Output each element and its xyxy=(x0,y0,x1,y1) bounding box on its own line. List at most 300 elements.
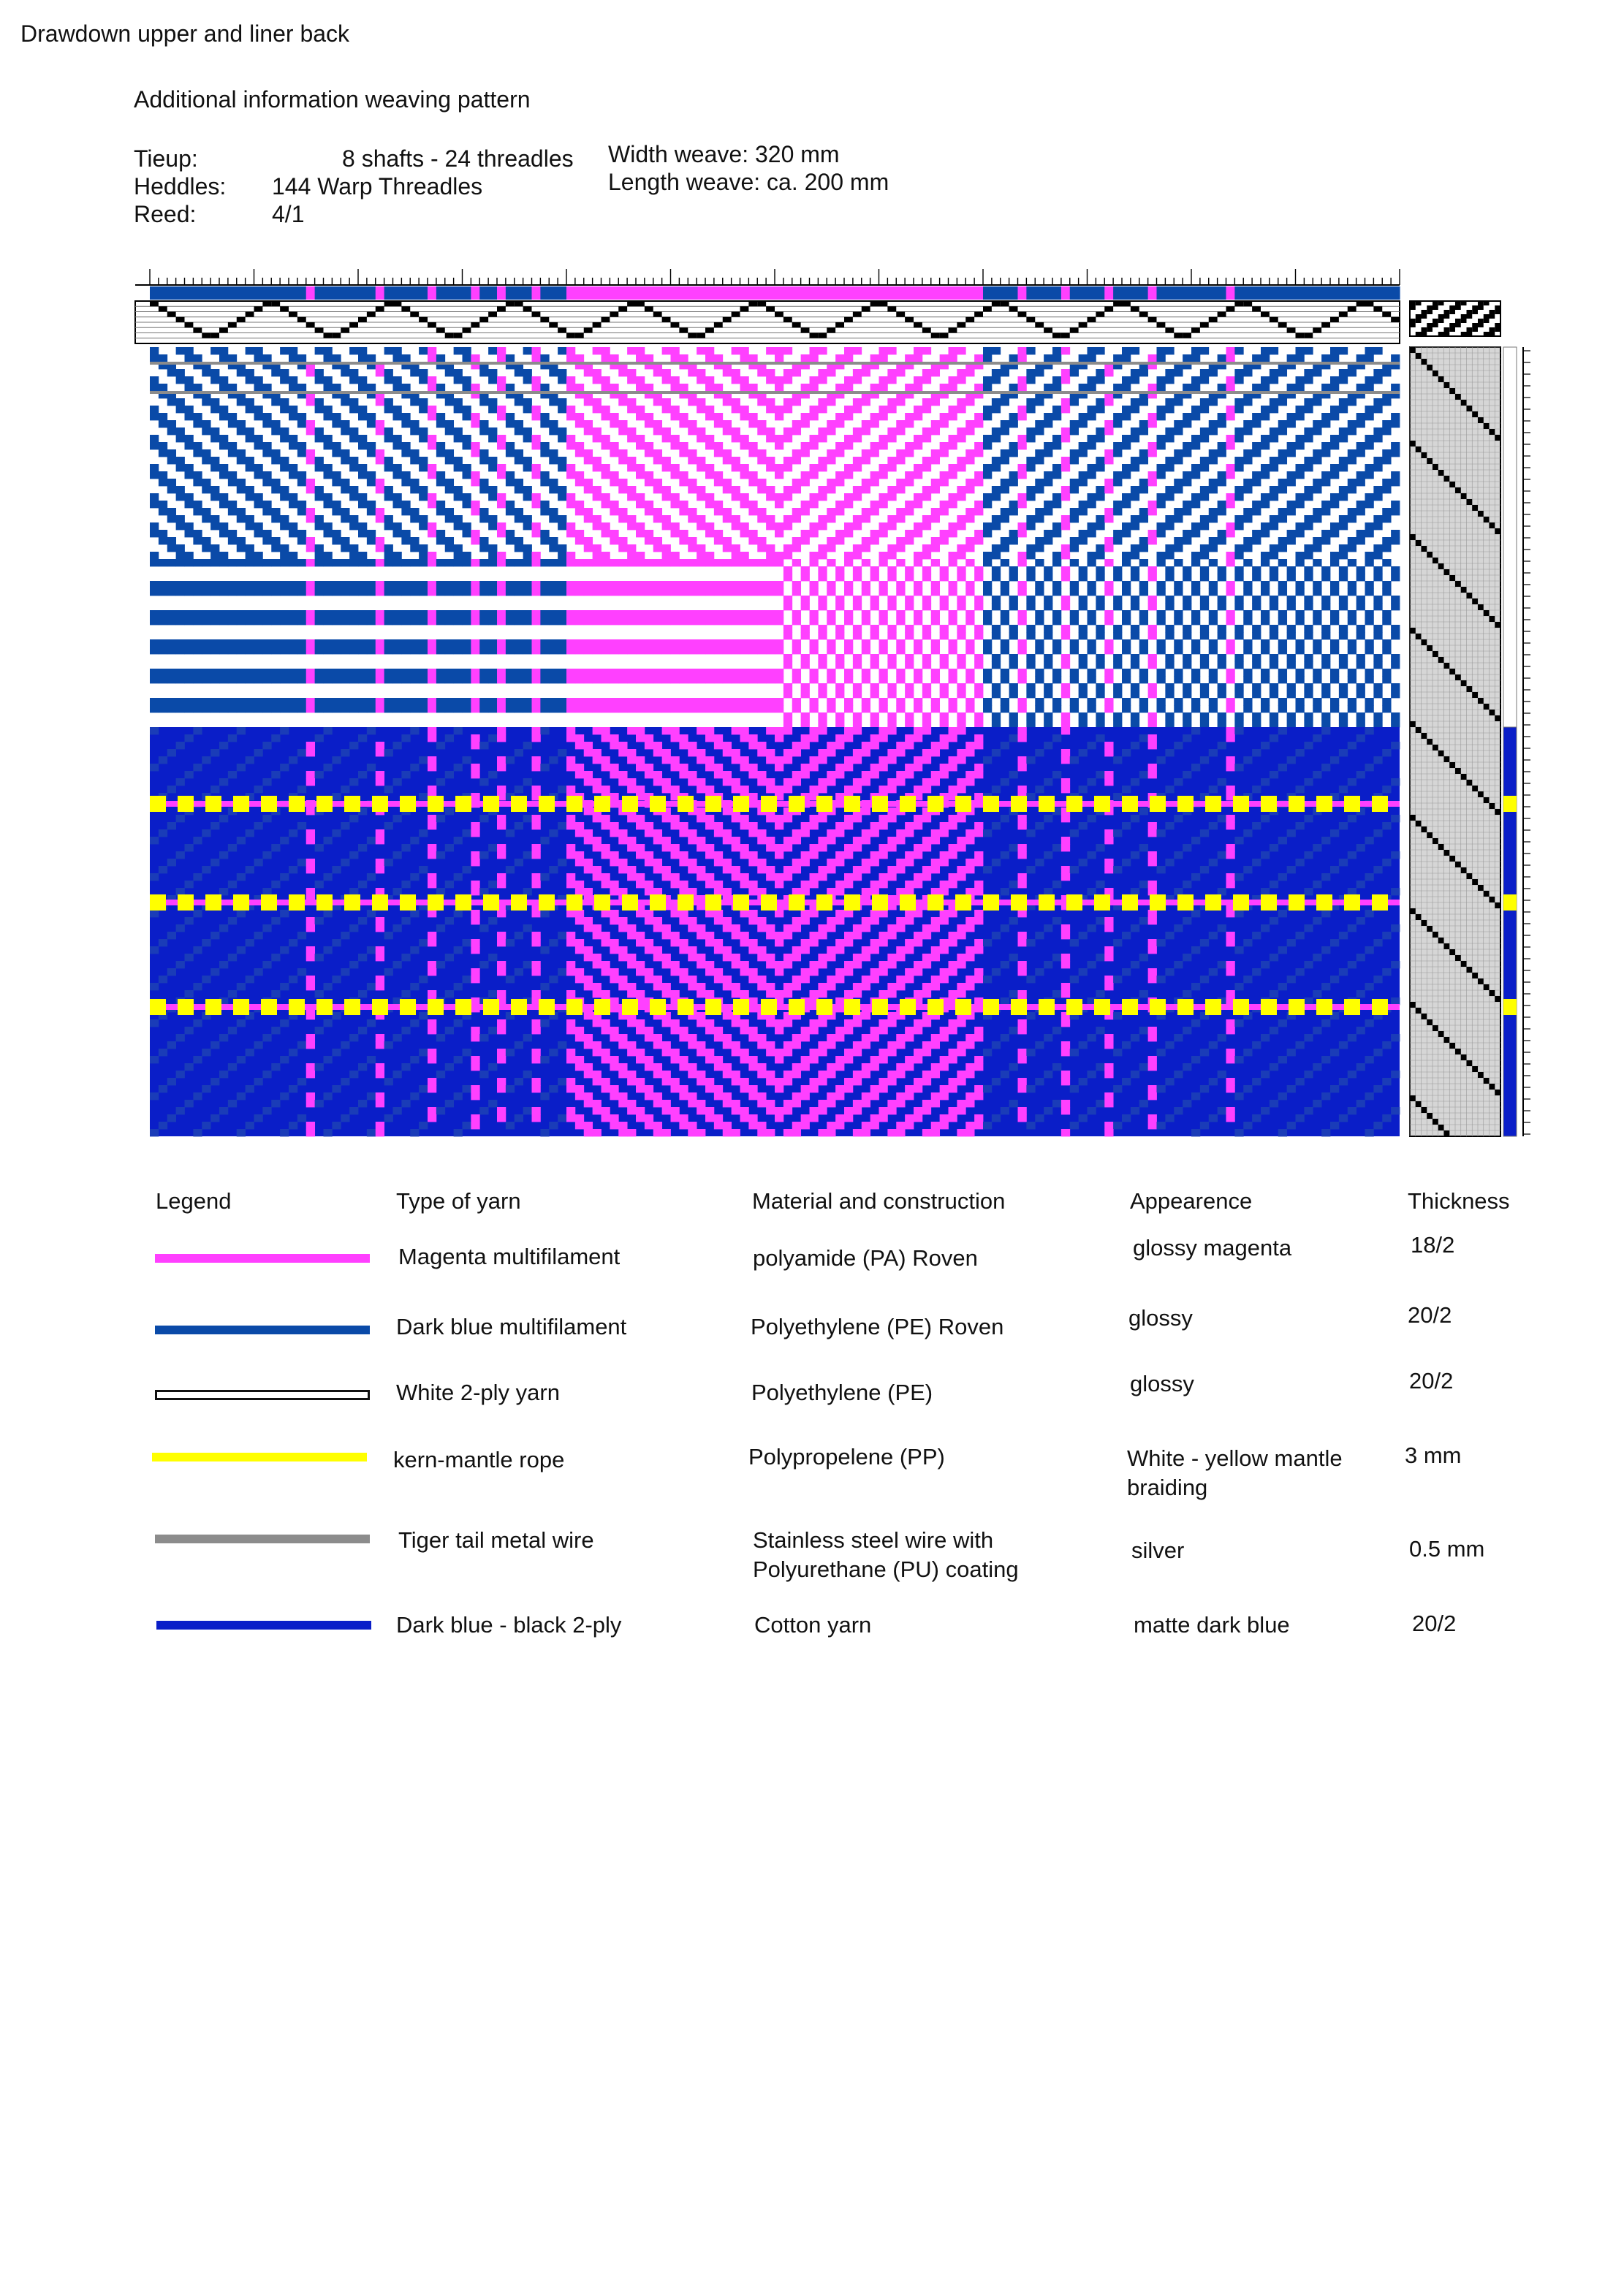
lower-cell xyxy=(558,786,566,793)
upper-cell xyxy=(193,705,202,712)
upper-cell xyxy=(1044,508,1052,515)
upper-cell xyxy=(627,559,636,566)
upper-cell xyxy=(393,581,402,588)
upper-cell xyxy=(575,617,584,625)
upper-cell xyxy=(1088,647,1096,654)
upper-cell xyxy=(454,522,463,530)
upper-cell xyxy=(870,632,879,639)
lower-cell xyxy=(974,771,983,778)
tieup-value: 8 shafts - 24 threadles xyxy=(342,145,574,172)
upper-cell xyxy=(246,610,254,617)
upper-cell xyxy=(983,493,992,501)
upper-cell xyxy=(1209,449,1218,457)
upper-cell xyxy=(827,398,835,406)
lower-cell xyxy=(428,734,436,742)
lower-cell xyxy=(376,771,384,778)
lower-cell xyxy=(593,844,602,851)
threading-mark xyxy=(957,322,965,327)
lower-cell xyxy=(662,727,671,734)
upper-cell xyxy=(159,705,167,712)
upper-cell xyxy=(523,369,532,376)
upper-cell xyxy=(922,522,931,530)
lower-cell xyxy=(602,764,610,771)
upper-cell xyxy=(1200,376,1209,384)
upper-cell xyxy=(410,508,419,515)
upper-cell xyxy=(792,398,801,406)
upper-cell xyxy=(479,398,488,406)
lower-cell xyxy=(732,844,740,851)
upper-cell xyxy=(653,457,662,464)
upper-cell xyxy=(228,698,237,705)
upper-cell xyxy=(1009,574,1018,581)
upper-cell xyxy=(662,347,671,354)
upper-cell xyxy=(167,508,176,515)
upper-cell xyxy=(1321,501,1330,508)
upper-cell xyxy=(584,479,593,486)
upper-cell xyxy=(367,639,376,647)
upper-cell xyxy=(775,705,783,712)
upper-cell xyxy=(1365,530,1374,537)
upper-cell xyxy=(688,515,697,522)
upper-cell xyxy=(1287,420,1296,427)
upper-cell xyxy=(202,537,210,544)
threading-mark xyxy=(1174,333,1183,338)
upper-cell xyxy=(1001,617,1009,625)
lower-cell xyxy=(705,786,714,793)
lower-cell xyxy=(801,771,810,778)
upper-cell xyxy=(896,639,905,647)
upper-cell xyxy=(358,493,367,501)
upper-cell xyxy=(1026,493,1035,501)
upper-cell xyxy=(445,515,454,522)
upper-cell xyxy=(931,588,940,596)
upper-cell xyxy=(862,537,870,544)
lower-cell xyxy=(671,815,680,822)
upper-cell xyxy=(645,559,653,566)
upper-cell xyxy=(1365,669,1374,676)
upper-cell xyxy=(410,486,419,493)
upper-cell xyxy=(1321,720,1330,727)
threading-mark xyxy=(306,322,315,327)
upper-cell xyxy=(1079,603,1088,610)
upper-cell xyxy=(1148,530,1157,537)
threading-mark xyxy=(870,301,879,306)
lower-cell xyxy=(792,837,801,844)
upper-cell xyxy=(436,669,445,676)
upper-cell xyxy=(1122,617,1131,625)
lower-cell xyxy=(1001,851,1009,859)
upper-cell xyxy=(671,581,680,588)
threading-mark xyxy=(1026,317,1035,322)
upper-cell xyxy=(523,464,532,471)
upper-cell xyxy=(610,559,618,566)
upper-cell xyxy=(810,610,819,617)
upper-cell xyxy=(358,581,367,588)
upper-cell xyxy=(1270,691,1278,698)
upper-cell xyxy=(1296,705,1305,712)
upper-cell xyxy=(575,501,584,508)
upper-cell xyxy=(645,479,653,486)
upper-cell xyxy=(1088,464,1096,471)
upper-cell xyxy=(827,457,835,464)
lower-cell xyxy=(1061,749,1070,756)
warp-color-cell xyxy=(419,286,428,300)
upper-cell xyxy=(1313,537,1321,544)
upper-cell xyxy=(376,676,384,683)
upper-cell xyxy=(150,376,159,384)
upper-cell xyxy=(818,566,827,574)
upper-cell xyxy=(1391,603,1400,610)
upper-cell xyxy=(844,705,853,712)
upper-cell xyxy=(801,625,810,632)
upper-cell xyxy=(1391,449,1400,457)
lower-cell xyxy=(1382,822,1391,829)
upper-cell xyxy=(488,369,497,376)
upper-cell xyxy=(324,435,333,442)
upper-cell xyxy=(1122,698,1131,705)
upper-cell xyxy=(732,617,740,625)
upper-cell xyxy=(1391,691,1400,698)
upper-cell xyxy=(1304,566,1313,574)
upper-cell xyxy=(1391,632,1400,639)
upper-cell xyxy=(723,515,732,522)
upper-cell xyxy=(176,610,185,617)
upper-cell xyxy=(1261,347,1270,354)
upper-cell xyxy=(1382,669,1391,676)
upper-cell xyxy=(315,427,324,435)
lower-cell xyxy=(219,851,228,859)
upper-cell xyxy=(1321,479,1330,486)
upper-cell xyxy=(1261,698,1270,705)
upper-cell xyxy=(271,588,280,596)
lower-cell xyxy=(870,771,879,778)
upper-cell xyxy=(957,683,965,691)
upper-cell xyxy=(1313,705,1321,712)
upper-cell xyxy=(1061,515,1070,522)
upper-cell xyxy=(618,479,627,486)
upper-cell xyxy=(463,384,471,391)
upper-cell xyxy=(783,347,792,354)
upper-cell xyxy=(463,705,471,712)
upper-cell xyxy=(219,588,228,596)
upper-cell xyxy=(757,479,766,486)
threading-mark xyxy=(497,306,506,311)
upper-cell xyxy=(558,398,566,406)
upper-cell xyxy=(271,698,280,705)
upper-cell xyxy=(887,493,896,501)
upper-cell xyxy=(254,384,263,391)
upper-cell xyxy=(176,406,185,413)
upper-cell xyxy=(532,442,541,449)
upper-cell xyxy=(1304,712,1313,720)
upper-cell xyxy=(1009,691,1018,698)
upper-cell xyxy=(1339,566,1348,574)
upper-cell xyxy=(210,493,219,501)
upper-cell xyxy=(332,617,341,625)
lower-cell xyxy=(1122,822,1131,829)
upper-cell xyxy=(1304,376,1313,384)
upper-cell xyxy=(636,530,645,537)
upper-cell xyxy=(401,705,410,712)
upper-cell xyxy=(1218,596,1226,603)
threading-mark xyxy=(697,333,705,338)
upper-cell xyxy=(1304,625,1313,632)
upper-cell xyxy=(1079,413,1088,420)
upper-cell xyxy=(419,457,428,464)
upper-cell xyxy=(228,537,237,544)
upper-cell xyxy=(1001,705,1009,712)
upper-cell xyxy=(1165,464,1174,471)
upper-cell xyxy=(1044,720,1052,727)
threading-mark xyxy=(1131,306,1139,311)
upper-cell xyxy=(653,544,662,552)
lower-cell xyxy=(610,734,618,742)
upper-cell xyxy=(289,471,297,479)
upper-cell xyxy=(497,384,506,391)
lower-cell xyxy=(159,829,167,837)
upper-cell xyxy=(575,354,584,362)
upper-cell xyxy=(818,712,827,720)
lower-cell xyxy=(1391,742,1400,749)
upper-cell xyxy=(887,376,896,384)
upper-cell xyxy=(1218,632,1226,639)
upper-cell xyxy=(965,610,974,617)
upper-cell xyxy=(262,354,271,362)
upper-cell xyxy=(957,347,965,354)
lower-cell xyxy=(1357,844,1365,851)
upper-cell xyxy=(540,537,549,544)
upper-cell xyxy=(393,530,402,537)
upper-cell xyxy=(558,522,566,530)
upper-cell xyxy=(1113,530,1122,537)
lower-cell xyxy=(1330,756,1339,764)
lower-cell xyxy=(1278,764,1287,771)
upper-cell xyxy=(1131,406,1139,413)
upper-cell xyxy=(1278,537,1287,544)
upper-cell xyxy=(271,705,280,712)
warp-color-cell xyxy=(1139,286,1148,300)
upper-cell xyxy=(176,647,185,654)
upper-cell xyxy=(801,654,810,661)
upper-cell xyxy=(1365,705,1374,712)
lower-cell xyxy=(931,829,940,837)
upper-cell xyxy=(1174,537,1183,544)
upper-cell xyxy=(931,698,940,705)
lower-cell xyxy=(575,822,584,829)
upper-cell xyxy=(974,596,983,603)
upper-cell xyxy=(931,369,940,376)
threading-mark xyxy=(1018,312,1027,317)
upper-cell xyxy=(436,471,445,479)
warp-color-cell xyxy=(602,286,610,300)
upper-cell xyxy=(1035,617,1044,625)
lower-cell xyxy=(150,727,159,734)
upper-cell xyxy=(957,661,965,669)
upper-cell xyxy=(488,610,497,617)
upper-cell xyxy=(428,705,436,712)
upper-cell xyxy=(671,698,680,705)
upper-cell xyxy=(827,508,835,515)
lower-cell xyxy=(1365,837,1374,844)
upper-cell xyxy=(185,435,194,442)
upper-cell xyxy=(1365,354,1374,362)
upper-cell xyxy=(705,406,714,413)
upper-cell xyxy=(306,647,315,654)
upper-cell xyxy=(367,647,376,654)
upper-cell xyxy=(844,406,853,413)
threading-mark xyxy=(1113,301,1122,306)
upper-cell xyxy=(463,493,471,501)
upper-cell xyxy=(896,515,905,522)
upper-cell xyxy=(150,384,159,391)
lower-cell xyxy=(853,756,862,764)
upper-cell xyxy=(887,398,896,406)
upper-cell xyxy=(488,427,497,435)
upper-cell xyxy=(202,639,210,647)
upper-cell xyxy=(645,588,653,596)
upper-cell xyxy=(410,515,419,522)
upper-cell xyxy=(879,435,888,442)
upper-cell xyxy=(193,581,202,588)
upper-cell xyxy=(254,442,263,449)
upper-cell xyxy=(949,559,957,566)
upper-cell xyxy=(315,581,324,588)
upper-cell xyxy=(1261,581,1270,588)
upper-cell xyxy=(783,691,792,698)
upper-cell xyxy=(1304,552,1313,559)
upper-cell xyxy=(992,435,1001,442)
lower-cell xyxy=(602,822,610,829)
warp-color-cell xyxy=(558,286,566,300)
upper-cell xyxy=(610,449,618,457)
upper-cell xyxy=(783,376,792,384)
threading-mark xyxy=(1209,317,1218,322)
lower-cell xyxy=(246,756,254,764)
upper-cell xyxy=(419,588,428,596)
warp-color-cell xyxy=(610,286,618,300)
upper-cell xyxy=(1148,384,1157,391)
lower-cell xyxy=(775,786,783,793)
upper-cell xyxy=(393,522,402,530)
lower-cell xyxy=(1113,793,1122,800)
lower-cell xyxy=(740,822,749,829)
upper-cell xyxy=(974,449,983,457)
upper-cell xyxy=(228,449,237,457)
upper-cell xyxy=(957,603,965,610)
upper-cell xyxy=(210,376,219,384)
upper-cell xyxy=(740,471,749,479)
lower-cell xyxy=(827,749,835,756)
lower-cell xyxy=(1313,844,1321,851)
lower-cell xyxy=(1183,844,1191,851)
upper-cell xyxy=(627,406,636,413)
upper-cell xyxy=(176,698,185,705)
upper-cell xyxy=(497,705,506,712)
upper-cell xyxy=(167,398,176,406)
lower-cell xyxy=(940,764,949,771)
warp-color-cell xyxy=(931,286,940,300)
lower-cell xyxy=(697,807,705,815)
upper-cell xyxy=(497,493,506,501)
upper-cell xyxy=(454,552,463,559)
upper-cell xyxy=(1157,617,1166,625)
upper-cell xyxy=(792,639,801,647)
upper-cell xyxy=(1373,522,1382,530)
upper-cell xyxy=(1330,413,1339,420)
upper-cell xyxy=(159,698,167,705)
upper-cell xyxy=(653,398,662,406)
upper-cell xyxy=(1035,515,1044,522)
upper-cell xyxy=(1104,515,1113,522)
upper-cell xyxy=(766,705,775,712)
lower-cell xyxy=(1226,815,1235,822)
lower-cell xyxy=(515,786,523,793)
upper-cell xyxy=(1026,691,1035,698)
upper-cell xyxy=(1001,676,1009,683)
upper-cell xyxy=(410,669,419,676)
upper-cell xyxy=(297,647,306,654)
upper-cell xyxy=(150,442,159,449)
upper-cell xyxy=(627,647,636,654)
upper-cell xyxy=(506,420,515,427)
upper-cell xyxy=(584,610,593,617)
lower-cell xyxy=(610,829,618,837)
upper-cell xyxy=(228,610,237,617)
upper-cell xyxy=(732,544,740,552)
upper-cell xyxy=(280,617,289,625)
lower-cell xyxy=(992,822,1001,829)
lower-cell xyxy=(835,742,844,749)
lower-cell xyxy=(515,822,523,829)
upper-cell xyxy=(714,354,723,362)
upper-cell xyxy=(862,398,870,406)
lower-cell xyxy=(827,829,835,837)
upper-cell xyxy=(1052,559,1061,566)
upper-cell xyxy=(341,515,349,522)
lower-cell xyxy=(479,778,488,786)
lower-cell xyxy=(775,727,783,734)
upper-cell xyxy=(653,676,662,683)
upper-cell xyxy=(827,515,835,522)
upper-cell xyxy=(349,515,358,522)
upper-cell xyxy=(1113,574,1122,581)
upper-cell xyxy=(584,420,593,427)
upper-cell xyxy=(1061,654,1070,661)
upper-cell xyxy=(1339,683,1348,691)
upper-cell xyxy=(1365,522,1374,530)
lower-cell xyxy=(618,742,627,749)
upper-cell xyxy=(792,449,801,457)
upper-cell xyxy=(289,647,297,654)
upper-cell xyxy=(1174,369,1183,376)
upper-cell xyxy=(818,654,827,661)
upper-cell xyxy=(801,566,810,574)
upper-cell xyxy=(775,413,783,420)
upper-cell xyxy=(1321,537,1330,544)
lower-cell xyxy=(358,734,367,742)
upper-cell xyxy=(1131,683,1139,691)
wire-pick xyxy=(150,362,1400,365)
upper-cell xyxy=(983,435,992,442)
upper-cell xyxy=(602,639,610,647)
upper-cell xyxy=(193,588,202,596)
upper-cell xyxy=(463,413,471,420)
upper-cell xyxy=(853,493,862,501)
upper-cell xyxy=(1088,376,1096,384)
lower-cell xyxy=(723,778,732,786)
upper-cell xyxy=(1296,471,1305,479)
upper-cell xyxy=(1113,712,1122,720)
